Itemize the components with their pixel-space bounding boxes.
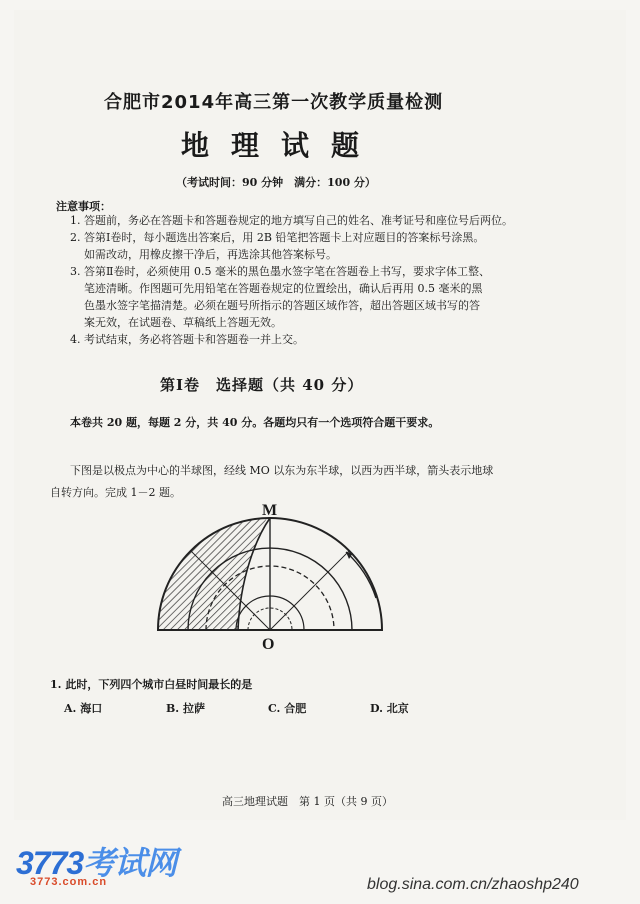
- watermark-blog-url: blog.sina.com.cn/zhaoshp240: [367, 876, 579, 893]
- page-footer: 高三地理试题 第 1 页（共 9 页）: [222, 795, 393, 808]
- figure-intro-line1: 下图是以极点为中心的半球图，经线 MO 以东为东半球，以西为西半球，箭头表示地球: [70, 464, 494, 477]
- note-line: 色墨水签字笔描清楚。必须在题号所指示的答题区域作答，超出答题区域书写的答: [84, 299, 480, 312]
- watermark-domain: 3773.com.cn: [30, 876, 108, 888]
- notes-heading: 注意事项：: [56, 200, 111, 213]
- note-line: 笔迹清晰。作图题可先用铅笔在答题卷规定的位置绘出，确认后再用 0.5 毫米的黑: [84, 282, 483, 295]
- exam-time-score: （考试时间：90 分钟 满分：100 分）: [176, 176, 376, 189]
- note-line: 1. 答题前，务必在答题卡和答题卷规定的地方填写自己的姓名、准考证号和座位号后两位。: [70, 214, 513, 227]
- note-line: 2. 答第Ⅰ卷时，每小题选出答案后，用 2B 铅笔把答题卡上对应题目的答案标号涂黑。: [70, 231, 485, 244]
- figure-intro-line2: 自转方向。完成 1－2 题。: [50, 486, 181, 499]
- option-c: C. 合肥: [268, 702, 307, 715]
- hemisphere-figure: [150, 502, 390, 664]
- watermark-logo-number: 3773: [16, 845, 84, 881]
- option-b: B. 拉萨: [166, 702, 205, 715]
- note-line: 4. 考试结束，务必将答题卡和答题卷一并上交。: [70, 333, 304, 346]
- exam-header-title: 合肥市2014年高三第一次教学质量检测: [104, 92, 444, 113]
- section-title: 第Ⅰ卷 选择题（共 40 分）: [160, 376, 364, 394]
- label-o: O: [262, 636, 275, 653]
- note-line: 3. 答第Ⅱ卷时，必须使用 0.5 毫米的黑色墨水签字笔在答题卷上书写，要求字体工整、: [70, 265, 490, 278]
- night-region: [150, 508, 272, 630]
- question-1-stem: 1. 此时，下列四个城市白昼时间最长的是: [50, 678, 253, 691]
- section-description: 本卷共 20 题，每题 2 分，共 40 分。各题均只有一个选项符合题干要求。: [70, 416, 440, 429]
- rotation-arrow: [346, 552, 376, 598]
- subject-title: 地理试题: [181, 129, 382, 162]
- option-a: A. 海口: [64, 702, 103, 715]
- option-d: D. 北京: [370, 702, 409, 715]
- note-line: 案无效，在试题卷、草稿纸上答题无效。: [84, 316, 282, 329]
- label-m: M: [262, 502, 278, 519]
- meridian-line: [270, 551, 349, 630]
- watermark-logo-text: 考试网: [83, 845, 177, 881]
- note-line: 如需改动，用橡皮擦干净后，再选涂其他答案标号。: [84, 248, 337, 261]
